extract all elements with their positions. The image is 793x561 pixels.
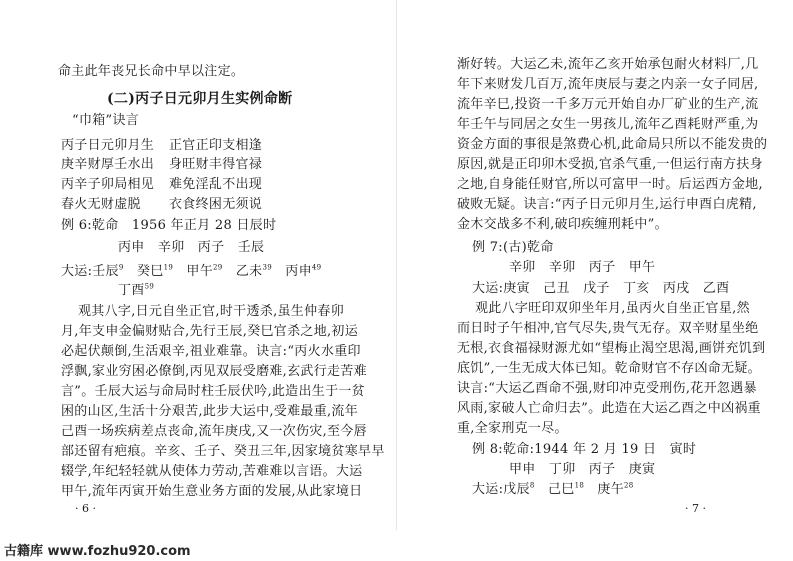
body-line: 年下来财发几百万,流年庚辰与妻之内亲一女子同居,	[457, 77, 759, 92]
verse-right: 正官正印支相逢	[169, 138, 263, 153]
verse-left: 春火无财虚脱	[61, 197, 141, 212]
verse-line	[61, 157, 262, 173]
example-8-pillars: 甲申 丁卯 丙子 庚寅	[509, 462, 656, 477]
body-line: 己酉一场疾病差点丧命,流年庚戌,又一次伤灾,至今唇	[61, 424, 367, 439]
body-line: 之地,自身能任财官,所以可富甲一时。后运西方金地,	[457, 177, 763, 192]
left-page	[0, 0, 396, 530]
dayun-item: 己巳$^{18}$	[547, 481, 585, 497]
body-line: 破败无疑。诀言:“丙子日元卯月生,运行申酉白虎精,	[457, 197, 757, 212]
dayun-label: 大运:	[472, 482, 504, 497]
body-line: 部还留有疤痕。辛亥、壬子、癸丑三年,因家境贫寒早早	[61, 444, 385, 459]
body-line: 资金方面的事很是煞费心机,此命局只所以不能发贵的	[457, 137, 768, 152]
page-number: · 7 ·	[685, 502, 706, 515]
example-6-line: 例 6:乾命 1956 年正月 28 日辰时	[61, 218, 277, 233]
verse-right: 身旺财丰得官禄	[169, 157, 263, 172]
dayun-item: 丙申$^{49}$	[285, 263, 322, 279]
body-line: 原因,就是正印卯木受损,官杀气重,一但运行南方扶身	[457, 157, 763, 172]
dayun-item: 甲午$^{29}$	[186, 263, 223, 279]
site-watermark	[4, 540, 191, 559]
body-line: 辍学,年纪轻轻就从使体力劳动,苦难难以言语。大运	[61, 464, 363, 479]
page-number: · 6 ·	[75, 502, 96, 515]
dayun-item-last: 丁酉$^{59}$	[118, 282, 155, 298]
verse-line	[61, 177, 262, 193]
body-line: 流年辛巳,投资一千多万元开始自办厂矿业的生产,流	[457, 97, 759, 112]
section-title: (二)丙子日元卯月生实例命断	[107, 91, 293, 107]
site-url: www.fozhu920.com	[47, 544, 191, 559]
example-7-pillars: 辛卯 辛卯 丙子 甲午	[509, 260, 656, 275]
body-line: 月,年支申金偏财贴合,先行王辰,癸巳官杀之地,初运	[61, 324, 359, 339]
example-7-line: 例 7:(古)乾命	[472, 240, 554, 255]
example-6-pillars: 丙申 辛卯 丙子 壬辰	[118, 240, 265, 255]
body-line: 言”。壬辰大运与命局时柱壬辰伏吟,此造出生于一贫	[61, 384, 365, 399]
body-line: 金木交战多不利,破印疾缠刑耗中”。	[457, 217, 668, 232]
dayun-item: 壬辰$^9$	[92, 263, 124, 279]
body-line: 风雨,家破人亡命归去”。此造在大运乙酉之中凶祸重	[457, 401, 761, 416]
body-line: 无根,衣食福禄财源尤如“望梅止渴空思渴,画饼充饥到	[457, 341, 766, 356]
verse-line	[61, 197, 262, 213]
body-line: 甲午,流年丙寅开始生意业务方面的发展,从此家境日	[61, 484, 363, 499]
body-line: 年壬午与同居之女生一男孩儿,流年乙酉耗财严重,为	[457, 117, 759, 132]
example-8-line: 例 8:乾命:1944 年 2 月 19 日 寅时	[472, 442, 697, 457]
right-page	[397, 0, 793, 530]
verse-right: 难免淫乱不出现	[169, 177, 263, 192]
dayun-label: 大运:	[61, 264, 93, 279]
example-7-dayun: 大运:庚寅 己丑 戊子 丁亥 丙戌 乙酉	[472, 281, 730, 296]
dayun-item: 乙未$^{39}$	[235, 263, 272, 279]
body-line: 诀言:“大运乙酉命不强,财印冲克受刑伤,花开忽遇暴	[457, 381, 757, 396]
example-8-dayun	[472, 482, 634, 498]
body-line: 必起伏颠倒,生活艰辛,祖业难靠。诀言:“丙火水重印	[61, 344, 361, 359]
verse-title: “巾箱”诀言	[72, 113, 140, 128]
dayun-item: 庚午$^{28}$	[597, 481, 634, 497]
body-line: 观其八字,日元自坐正官,时干透杀,虽生仲春卯	[78, 304, 344, 319]
body-line: 底饥”,一生无成大体已知。乾命财官不存凶命无疑。	[457, 361, 761, 376]
body-line: 重,全家刑克一尽。	[457, 421, 568, 436]
verse-left: 丙子日元卯月生	[61, 138, 155, 153]
body-line: 而日时子午相冲,官气尽失,贵气无存。双辛财星坐绝	[457, 321, 759, 336]
brand-name: 古籍库	[4, 544, 44, 559]
dayun-line	[61, 264, 321, 280]
top-line: 命主此年丧兄长命中早以注定。	[58, 64, 245, 79]
body-line: 浮飘,家业穷困必僚倒,丙见双辰受磨难,玄武行走苦难	[61, 364, 367, 379]
dayun-item: 癸巳$^{19}$	[136, 263, 174, 279]
body-line: 观此八字旺印双卯坐年月,虽丙火自坐正官星,然	[475, 301, 750, 316]
dayun-item: 戊辰$^8$	[503, 481, 535, 497]
verse-line	[61, 138, 262, 154]
verse-left: 丙辛子卯局相见	[61, 177, 155, 192]
body-line: 困的山区,生活十分艰苦,此步大运中,受难最重,流年	[61, 404, 359, 419]
body-line: 渐好转。大运乙未,流年乙亥开始承包耐火材料厂,几	[457, 57, 759, 72]
verse-left: 庚辛财厚壬水出	[61, 157, 155, 172]
verse-right: 衣食终困无须说	[169, 197, 263, 212]
